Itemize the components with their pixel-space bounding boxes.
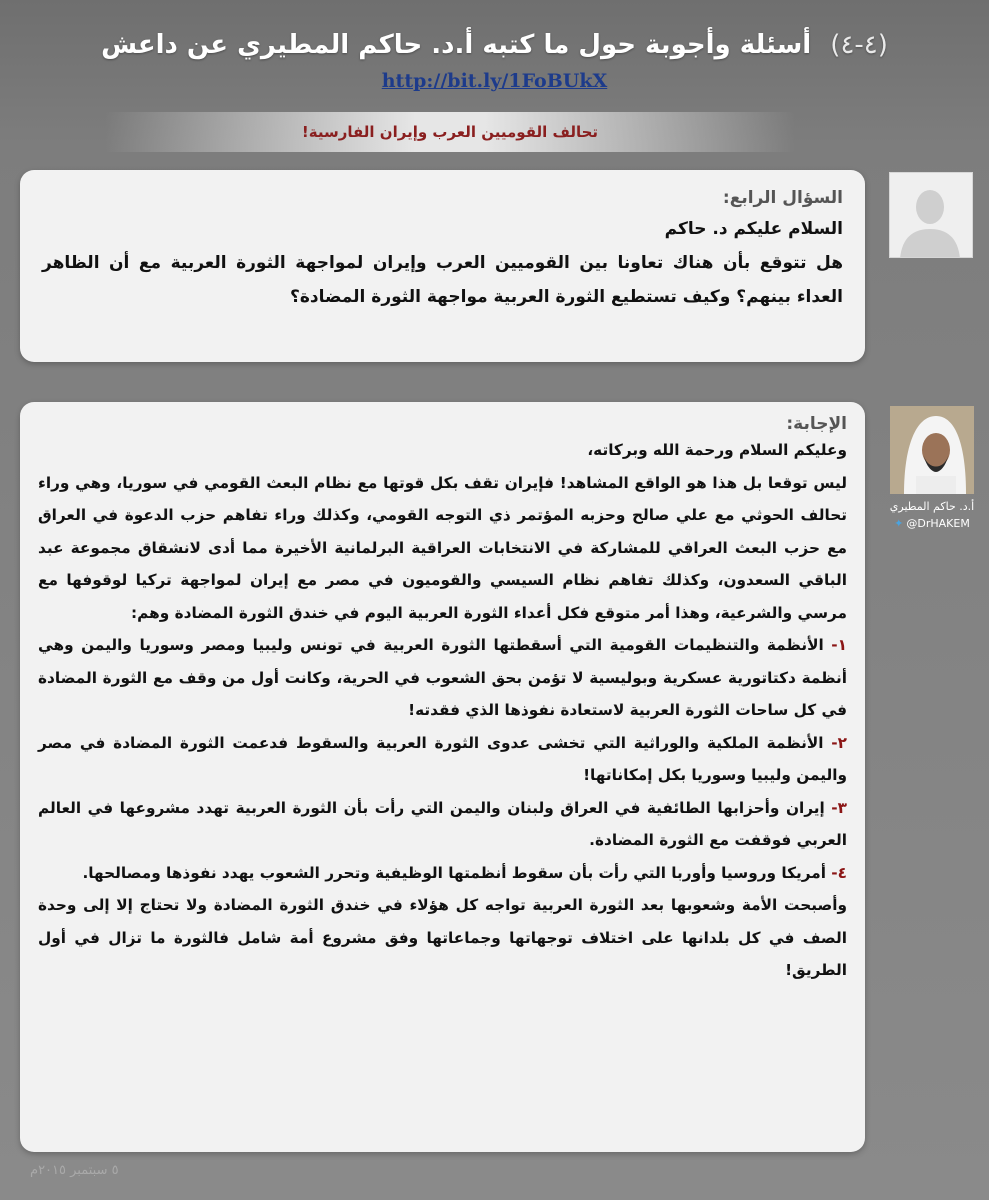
subtitle: تحالف القوميين العرب وإيران الفارسية!	[301, 123, 599, 141]
question-greeting: السلام عليكم د. حاكم	[664, 219, 843, 239]
list-text: الأنظمة والتنظيمات القومية التي أسقطتها الثورة العربية في تونس وليبيا ومصر وسوريا واليمن وهي أنظمة دكتاتورية عسكرية وبوليسية لا تؤمن بحق الشعوب في الحرية، وكانت أول من وقف مع الثورة المضادة في كل ساحات الثورة العربية لاستعادة نفوذها الذي فقدته!	[38, 636, 847, 719]
question-text: هل تتوقع بأن هناك تعاونا بين القوميين العرب وإيران لمواجهة الثورة العربية مع أن الظاهر العداء بينهم؟ وكيف تستطيع الثورة العربية مواجهة الثورة المضادة؟	[42, 253, 843, 307]
author-name: أ.د. حاكم المطيري	[889, 500, 975, 513]
list-number: ٤-	[831, 863, 847, 882]
list-item	[38, 727, 847, 792]
answer-body	[38, 434, 847, 987]
header	[0, 30, 989, 92]
list-text: أمريكا وروسيا وأوربا التي رأت بأن سقوط أنظمتها الوظيفية وتحرر الشعوب يهدد نفوذها ومصالحها.	[82, 863, 826, 882]
questioner-avatar	[889, 172, 973, 258]
author-handle-row[interactable]	[877, 517, 987, 530]
list-item	[38, 857, 847, 890]
question-label: السؤال الرابع:	[722, 188, 843, 208]
twitter-bird-icon: ✦	[894, 517, 904, 530]
short-link[interactable]: http://bit.ly/1FoBUkX	[381, 70, 608, 92]
question-card	[20, 170, 865, 362]
list-item	[38, 629, 847, 727]
list-number: ٣-	[831, 798, 847, 817]
author-info	[877, 500, 987, 530]
answer-greeting: وعليكم السلام ورحمة الله وبركاته،	[587, 441, 847, 459]
answer-label: الإجابة:	[786, 414, 847, 434]
author-avatar	[890, 406, 974, 494]
author-handle: @DrHAKEM	[906, 517, 970, 530]
answer-intro: ليس توقعا بل هذا هو الواقع المشاهد! فإيران تقف بكل قوتها مع نظام البعث القومي في سوريا، وهي وراء تحالف الحوثي مع علي صالح وحزبه المؤتمر ذي التوجه القومي، وكذلك وراء تفاهم حزب الدعوة في العراق مع حزب البعث العراقي للمشاركة في الانتخابات العراقية البرلمانية الأخيرة مما أدى لانشقاق مجموعة عبد الباقي السعدون، وكذلك تفاهم نظام السيسي والقوميون في مصر مع إيران لمواجهة تركيا لوقوفها مع مرسي والشرعية، وهذا أمر متوقع فكل أعداء الثورة العربية اليوم في خندق الثورة المضادة وهم:	[38, 473, 847, 622]
list-number: ٢-	[831, 733, 847, 752]
list-text: إيران وأحزابها الطائفية في العراق ولبنان واليمن التي رأت بأن الثورة العربية تهدد مشروعها في العالم العربي فوقفت مع الثورة المضادة.	[38, 798, 847, 849]
page-title	[0, 30, 989, 60]
series-number: (٤-٤)	[830, 30, 888, 60]
answer-card	[20, 402, 865, 1152]
list-number: ١-	[831, 636, 847, 654]
list-text: الأنظمة الملكية والوراثية التي تخشى عدوى الثورة العربية والسقوط فدعمت الثورة المضادة في مصر واليمن وليبيا وسوريا بكل إمكاناتها!	[38, 733, 847, 784]
author-photo-icon	[890, 406, 974, 494]
subtitle-bar	[105, 112, 795, 152]
answer-conclusion: وأصبحت الأمة وشعوبها بعد الثورة العربية تواجه كل هؤلاء في خندق الثورة المضادة ولا تحتاج إلا إلى وحدة الصف في كل بلدانها على اختلاف توجهاتها وجماعاتها وفق مشروع أمة شامل فالثورة ما تزال في أول الطريق!	[38, 896, 847, 979]
publish-date: ٥ سبتمبر ٢٠١٥م	[30, 1163, 119, 1178]
list-item	[38, 792, 847, 857]
default-user-icon	[889, 173, 972, 258]
title-text: أسئلة وأجوبة حول ما كتبه أ.د. حاكم المطيري عن داعش	[101, 30, 812, 60]
